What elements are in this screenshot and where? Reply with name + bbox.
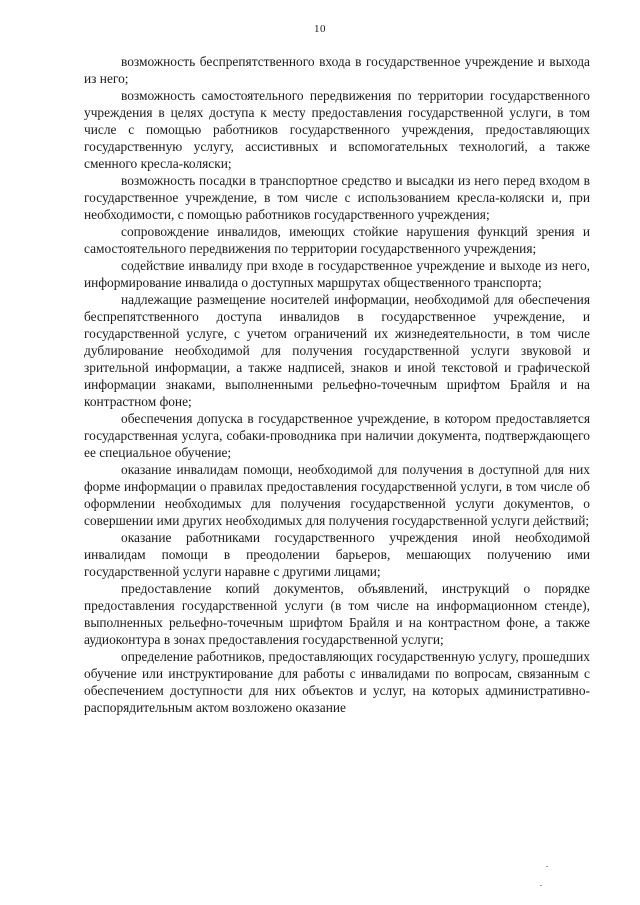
body-text	[84, 53, 590, 716]
paragraph-8: оказание инвалидам помощи, необходимой для получения в доступной для них форме информации о правилах предоставления государственной услуги, в том числе об оформлении необходимых для получения государственной услуги документов, о совершении ими других необходимых для получения государственной услуги действий;	[84, 462, 590, 528]
scan-speck	[540, 885, 542, 886]
paragraph-5: содействие инвалиду при входе в государственное учреждение и выходе из него, информирование инвалида о доступных маршрутах общественного транспорта;	[84, 258, 590, 290]
page-number: 10	[314, 23, 326, 35]
paragraph-1: возможность беспрепятственного входа в государственное учреждение и выхода из него;	[84, 54, 590, 86]
paragraph-9: оказание работниками государственного учреждения иной необходимой инвалидам помощи в преодолении барьеров, мешающих получению ими государственной услуги наравне с другими лицами;	[84, 530, 590, 579]
paragraph-7: обеспечения допуска в государственное учреждение, в котором предоставляется государственная услуга, собаки-проводника при наличии документа, подтверждающего ее специальное обучение;	[84, 411, 590, 460]
paragraph-2: возможность самостоятельного передвижения по территории государственного учреждения в целях доступа к месту предоставления государственной услуги, в том числе с помощью работников государственного учреждения, предоставляющих государственную услугу, ассистивных и вспомогательных технологий, а также сменного кресла-коляски;	[84, 88, 590, 171]
paragraph-3: возможность посадки в транспортное средство и высадки из него перед входом в государственное учреждение, в том числе с использованием кресла-коляски и, при необходимости, с помощью работников государственного учреждения;	[84, 173, 590, 222]
scan-speck	[546, 866, 548, 867]
paragraph-6: надлежащие размещение носителей информации, необходимой для обеспечения беспрепятственного доступа инвалидов в государственное учреждение, и государственной услуге, с учетом ограничений их жизнедеятельности, в том числе дублирование необходимой для получения государственной услуги звуковой и зрительной информации, а также надписей, знаков и иной текстовой и графической информации знаками, выполненными рельефно-точечным шрифтом Брайля и на контрастном фоне;	[84, 292, 590, 409]
paragraph-10: предоставление копий документов, объявлений, инструкций о порядке предоставления государственной услуги (в том числе на информационном стенде), выполненных рельефно-точечным шрифтом Брайля и на контрастном фоне, а также аудиоконтура в зонах предоставления государственной услуги;	[84, 581, 590, 647]
paragraph-11: определение работников, предоставляющих государственную услугу, прошедших обучение или инструктирование для работы с инвалидами по вопросам, связанным с обеспечением доступности для них объектов и услуг, на которых административно-распорядительным актом возложено оказание	[84, 649, 590, 715]
paragraph-4: сопровождение инвалидов, имеющих стойкие нарушения функций зрения и самостоятельного передвижения по территории государственного учреждения;	[84, 224, 590, 256]
